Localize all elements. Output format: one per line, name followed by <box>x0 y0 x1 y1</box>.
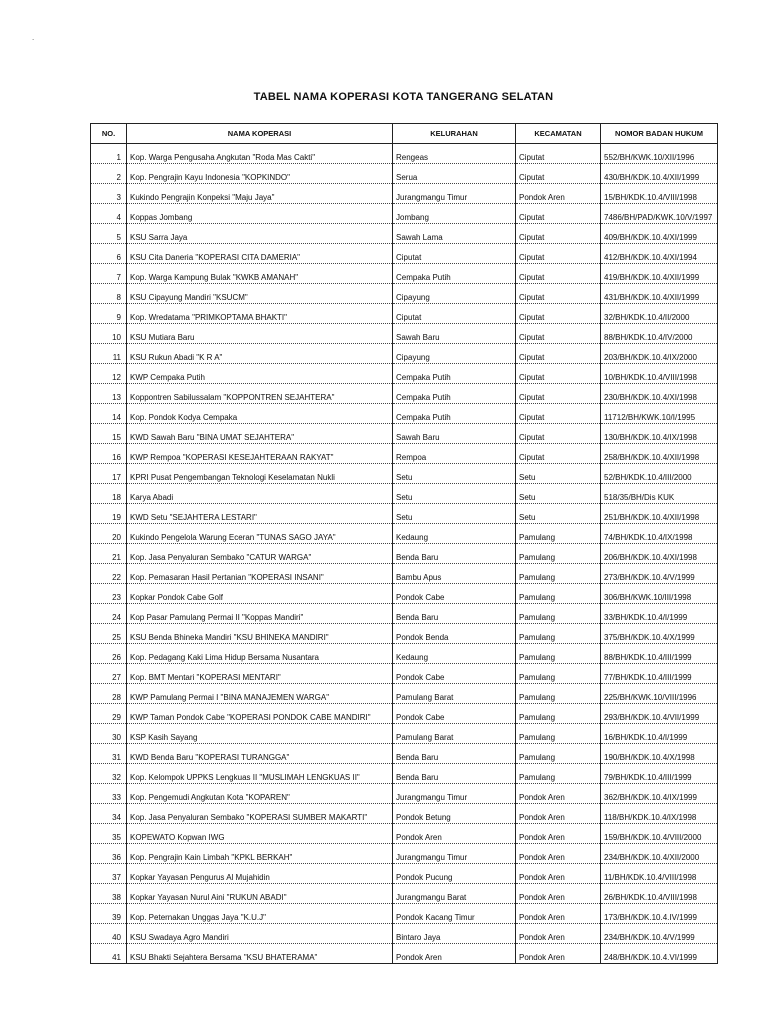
cell-kecamatan: Ciputat <box>516 144 601 164</box>
cell-nama-koperasi: Kukindo Pengrajin Konpeksi "Maju Jaya" <box>127 184 393 204</box>
cell-kelurahan: Pondok Cabe <box>393 704 516 724</box>
cell-no: 6 <box>91 244 127 264</box>
cell-no: 5 <box>91 224 127 244</box>
cell-kelurahan: Pondok Pucung <box>393 864 516 884</box>
cell-nomor-badan-hukum: 118/BH/KDK.10.4/IX/1998 <box>601 804 718 824</box>
cell-nomor-badan-hukum: 234/BH/KDK.10.4/V/1999 <box>601 924 718 944</box>
table-row <box>91 184 718 204</box>
cell-nama-koperasi: Kop. Pengemudi Angkutan Kota "KOPAREN" <box>127 784 393 804</box>
cell-nomor-badan-hukum: 11/BH/KDK.10.4/VIII/1998 <box>601 864 718 884</box>
cell-kelurahan: Sawah Baru <box>393 424 516 444</box>
cell-nomor-badan-hukum: 190/BH/KDK.10.4/X/1998 <box>601 744 718 764</box>
table-row <box>91 384 718 404</box>
table-row <box>91 724 718 744</box>
cell-no: 15 <box>91 424 127 444</box>
cell-nama-koperasi: KSU Cita Daneria "KOPERASI CITA DAMERIA" <box>127 244 393 264</box>
cell-kecamatan: Pamulang <box>516 744 601 764</box>
cell-kecamatan: Ciputat <box>516 444 601 464</box>
cell-kecamatan: Pondok Aren <box>516 824 601 844</box>
cell-nomor-badan-hukum: 273/BH/KDK.10.4/V/1999 <box>601 564 718 584</box>
cell-no: 41 <box>91 944 127 964</box>
table-row <box>91 644 718 664</box>
cell-kecamatan: Pamulang <box>516 764 601 784</box>
cell-no: 40 <box>91 924 127 944</box>
table-row <box>91 524 718 544</box>
cell-nama-koperasi: KSU Mutiara Baru <box>127 324 393 344</box>
cell-nama-koperasi: KSU Bhakti Sejahtera Bersama "KSU BHATERAMA" <box>127 944 393 964</box>
cell-nama-koperasi: KWD Setu "SEJAHTERA LESTARI" <box>127 504 393 524</box>
cell-kelurahan: Benda Baru <box>393 544 516 564</box>
cell-nomor-badan-hukum: 362/BH/KDK.10.4/IX/1999 <box>601 784 718 804</box>
table-row <box>91 784 718 804</box>
cell-kelurahan: Pondok Kacang Timur <box>393 904 516 924</box>
cell-kelurahan: Setu <box>393 464 516 484</box>
cell-nomor-badan-hukum: 11712/BH/KWK.10/I/1995 <box>601 404 718 424</box>
cell-kecamatan: Pondok Aren <box>516 904 601 924</box>
table-row <box>91 684 718 704</box>
cell-nomor-badan-hukum: 88/BH/KDK.10.4/III/1999 <box>601 644 718 664</box>
cell-kelurahan: Rempoa <box>393 444 516 464</box>
cell-kecamatan: Pondok Aren <box>516 784 601 804</box>
cell-kecamatan: Pondok Aren <box>516 184 601 204</box>
cell-kecamatan: Setu <box>516 484 601 504</box>
cell-no: 27 <box>91 664 127 684</box>
cell-kelurahan: Ciputat <box>393 244 516 264</box>
cell-nomor-badan-hukum: 74/BH/KDK.10.4/IX/1998 <box>601 524 718 544</box>
cell-nomor-badan-hukum: 130/BH/KDK.10.4/IX/1998 <box>601 424 718 444</box>
koperasi-table <box>90 123 718 964</box>
cell-kelurahan: Jombang <box>393 204 516 224</box>
cell-nomor-badan-hukum: 79/BH/KDK.10.4/III/1999 <box>601 764 718 784</box>
table-row <box>91 464 718 484</box>
cell-kelurahan: Cempaka Putih <box>393 264 516 284</box>
cell-kecamatan: Pondok Aren <box>516 804 601 824</box>
cell-kecamatan: Pondok Aren <box>516 884 601 904</box>
page-title: TABEL NAMA KOPERASI KOTA TANGERANG SELATAN <box>253 91 554 103</box>
cell-nomor-badan-hukum: 16/BH/KDK.10.4/I/1999 <box>601 724 718 744</box>
cell-no: 34 <box>91 804 127 824</box>
cell-nomor-badan-hukum: 293/BH/KDK.10.4/VII/1999 <box>601 704 718 724</box>
cell-kecamatan: Ciputat <box>516 204 601 224</box>
cell-kelurahan: Setu <box>393 484 516 504</box>
table-row <box>91 504 718 524</box>
table-row <box>91 304 718 324</box>
cell-nama-koperasi: Kopkar Yayasan Nurul Aini "RUKUN ABADI" <box>127 884 393 904</box>
table-row <box>91 804 718 824</box>
cell-kecamatan: Pamulang <box>516 524 601 544</box>
table-row <box>91 864 718 884</box>
table-row <box>91 584 718 604</box>
header-no: NO. <box>91 124 127 144</box>
cell-kecamatan: Pamulang <box>516 704 601 724</box>
cell-kecamatan: Pamulang <box>516 564 601 584</box>
cell-kecamatan: Ciputat <box>516 344 601 364</box>
corner-mark: . <box>32 33 35 42</box>
cell-no: 7 <box>91 264 127 284</box>
table-row <box>91 704 718 724</box>
cell-nama-koperasi: KSP Kasih Sayang <box>127 724 393 744</box>
cell-kelurahan: Jurangmangu Timur <box>393 844 516 864</box>
cell-nama-koperasi: Kukindo Pengelola Warung Eceran "TUNAS SAGO JAYA" <box>127 524 393 544</box>
cell-nomor-badan-hukum: 251/BH/KDK.10.4/XII/1998 <box>601 504 718 524</box>
cell-nama-koperasi: Kop. Pedagang Kaki Lima Hidup Bersama Nusantara <box>127 644 393 664</box>
cell-nama-koperasi: KWD Sawah Baru "BINA UMAT SEJAHTERA" <box>127 424 393 444</box>
cell-kecamatan: Ciputat <box>516 164 601 184</box>
cell-nama-koperasi: Kop. Pondok Kodya Cempaka <box>127 404 393 424</box>
cell-nomor-badan-hukum: 419/BH/KDK.10.4/XII/1999 <box>601 264 718 284</box>
cell-kecamatan: Ciputat <box>516 264 601 284</box>
cell-nomor-badan-hukum: 33/BH/KDK.10.4/I/1999 <box>601 604 718 624</box>
cell-no: 21 <box>91 544 127 564</box>
cell-nomor-badan-hukum: 159/BH/KDK.10.4/VIII/2000 <box>601 824 718 844</box>
cell-kecamatan: Pamulang <box>516 604 601 624</box>
cell-no: 35 <box>91 824 127 844</box>
cell-kelurahan: Benda Baru <box>393 764 516 784</box>
cell-no: 29 <box>91 704 127 724</box>
header-kelurahan: KELURAHAN <box>393 124 516 144</box>
cell-nama-koperasi: KWP Pamulang Permai I "BINA MANAJEMEN WARGA" <box>127 684 393 704</box>
cell-kecamatan: Ciputat <box>516 244 601 264</box>
cell-nama-koperasi: KWP Rempoa "KOPERASI KESEJAHTERAAN RAKYAT" <box>127 444 393 464</box>
table-row <box>91 404 718 424</box>
cell-kelurahan: Cipayung <box>393 344 516 364</box>
table-body <box>91 144 718 964</box>
table-row <box>91 884 718 904</box>
cell-kelurahan: Benda Baru <box>393 744 516 764</box>
cell-no: 19 <box>91 504 127 524</box>
cell-nomor-badan-hukum: 430/BH/KDK.10.4/XII/1999 <box>601 164 718 184</box>
cell-kecamatan: Setu <box>516 464 601 484</box>
cell-nama-koperasi: KSU Swadaya Agro Mandiri <box>127 924 393 944</box>
cell-no: 1 <box>91 144 127 164</box>
cell-nama-koperasi: Kop. BMT Mentari "KOPERASI MENTARI" <box>127 664 393 684</box>
cell-no: 25 <box>91 624 127 644</box>
cell-no: 9 <box>91 304 127 324</box>
cell-nama-koperasi: Kopkar Yayasan Pengurus Al Mujahidin <box>127 864 393 884</box>
cell-nomor-badan-hukum: 10/BH/KDK.10.4/VIII/1998 <box>601 364 718 384</box>
cell-nama-koperasi: KSU Rukun Abadi "K R A" <box>127 344 393 364</box>
cell-kecamatan: Pondok Aren <box>516 944 601 964</box>
table-row <box>91 204 718 224</box>
cell-nomor-badan-hukum: 203/BH/KDK.10.4/IX/2000 <box>601 344 718 364</box>
cell-nama-koperasi: Karya Abadi <box>127 484 393 504</box>
cell-kecamatan: Pondok Aren <box>516 864 601 884</box>
cell-no: 18 <box>91 484 127 504</box>
cell-nama-koperasi: KOPEWATO Kopwan IWG <box>127 824 393 844</box>
cell-kelurahan: Pamulang Barat <box>393 724 516 744</box>
cell-no: 8 <box>91 284 127 304</box>
cell-kecamatan: Ciputat <box>516 364 601 384</box>
cell-kelurahan: Benda Baru <box>393 604 516 624</box>
cell-no: 38 <box>91 884 127 904</box>
cell-no: 22 <box>91 564 127 584</box>
cell-no: 20 <box>91 524 127 544</box>
table-row <box>91 324 718 344</box>
cell-nomor-badan-hukum: 15/BH/KDK.10.4/VIII/1998 <box>601 184 718 204</box>
cell-kelurahan: Pondok Cabe <box>393 664 516 684</box>
cell-no: 2 <box>91 164 127 184</box>
cell-no: 4 <box>91 204 127 224</box>
table-row <box>91 284 718 304</box>
cell-no: 37 <box>91 864 127 884</box>
cell-kelurahan: Ciputat <box>393 304 516 324</box>
cell-kelurahan: Sawah Lama <box>393 224 516 244</box>
cell-kecamatan: Pondok Aren <box>516 844 601 864</box>
table-row <box>91 564 718 584</box>
table-row <box>91 604 718 624</box>
cell-kecamatan: Ciputat <box>516 224 601 244</box>
cell-no: 36 <box>91 844 127 864</box>
cell-nama-koperasi: Kop. Warga Kampung Bulak "KWKB AMANAH" <box>127 264 393 284</box>
table-row <box>91 344 718 364</box>
cell-no: 17 <box>91 464 127 484</box>
cell-nama-koperasi: KSU Benda Bhineka Mandiri "KSU BHINEKA MANDIRI" <box>127 624 393 644</box>
table-row <box>91 824 718 844</box>
table-row <box>91 224 718 244</box>
cell-kelurahan: Kedaung <box>393 644 516 664</box>
cell-nomor-badan-hukum: 26/BH/KDK.10.4/VIII/1998 <box>601 884 718 904</box>
cell-kelurahan: Pondok Benda <box>393 624 516 644</box>
cell-nomor-badan-hukum: 52/BH/KDK.10.4/III/2000 <box>601 464 718 484</box>
cell-kelurahan: Pondok Aren <box>393 824 516 844</box>
cell-nama-koperasi: Koppontren Sabilussalam "KOPPONTREN SEJAHTERA" <box>127 384 393 404</box>
cell-nama-koperasi: Kop. Peternakan Unggas Jaya "K.U.J" <box>127 904 393 924</box>
cell-no: 30 <box>91 724 127 744</box>
cell-kecamatan: Ciputat <box>516 324 601 344</box>
cell-kecamatan: Pamulang <box>516 584 601 604</box>
cell-kecamatan: Ciputat <box>516 284 601 304</box>
cell-nama-koperasi: KSU Cipayung Mandiri "KSUCM" <box>127 284 393 304</box>
header-nomor-badan-hukum: NOMOR BADAN HUKUM <box>601 124 718 144</box>
cell-nomor-badan-hukum: 431/BH/KDK.10.4/XII/1999 <box>601 284 718 304</box>
cell-no: 11 <box>91 344 127 364</box>
cell-nomor-badan-hukum: 173/BH/KDK.10.4.IV/1999 <box>601 904 718 924</box>
cell-nomor-badan-hukum: 32/BH/KDK.10.4/II/2000 <box>601 304 718 324</box>
cell-nama-koperasi: Kop. Pengrajin Kayu Indonesia "KOPKINDO" <box>127 164 393 184</box>
cell-kecamatan: Ciputat <box>516 384 601 404</box>
table-row <box>91 944 718 964</box>
table-row <box>91 484 718 504</box>
cell-kecamatan: Pamulang <box>516 544 601 564</box>
cell-nomor-badan-hukum: 409/BH/KDK.10.4/XI/1999 <box>601 224 718 244</box>
cell-no: 10 <box>91 324 127 344</box>
cell-nomor-badan-hukum: 88/BH/KDK.10.4/IV/2000 <box>601 324 718 344</box>
table-row <box>91 624 718 644</box>
cell-kelurahan: Setu <box>393 504 516 524</box>
table-row <box>91 364 718 384</box>
cell-nomor-badan-hukum: 248/BH/KDK.10.4.VI/1999 <box>601 944 718 964</box>
cell-no: 12 <box>91 364 127 384</box>
table-row <box>91 664 718 684</box>
cell-nomor-badan-hukum: 375/BH/KDK.10.4/X/1999 <box>601 624 718 644</box>
cell-kelurahan: Bambu Apus <box>393 564 516 584</box>
cell-kelurahan: Rengeas <box>393 144 516 164</box>
cell-nomor-badan-hukum: 7486/BH/PAD/KWK.10/V/1997 <box>601 204 718 224</box>
table-row <box>91 164 718 184</box>
cell-kelurahan: Sawah Baru <box>393 324 516 344</box>
cell-nama-koperasi: Kop. Warga Pengusaha Angkutan "Roda Mas Cakti" <box>127 144 393 164</box>
cell-kelurahan: Jurangmangu Timur <box>393 784 516 804</box>
cell-nama-koperasi: Kop Pasar Pamulang Permai II "Koppas Mandiri" <box>127 604 393 624</box>
cell-nomor-badan-hukum: 412/BH/KDK.10.4/XI/1994 <box>601 244 718 264</box>
cell-no: 14 <box>91 404 127 424</box>
cell-kecamatan: Setu <box>516 504 601 524</box>
cell-no: 28 <box>91 684 127 704</box>
cell-kelurahan: Jurangmangu Timur <box>393 184 516 204</box>
table-row <box>91 744 718 764</box>
cell-no: 39 <box>91 904 127 924</box>
cell-kecamatan: Pamulang <box>516 644 601 664</box>
cell-nama-koperasi: Kop. Pengrajin Kain Limbah "KPKL BERKAH" <box>127 844 393 864</box>
cell-kecamatan: Pamulang <box>516 624 601 644</box>
cell-kelurahan: Bintaro Jaya <box>393 924 516 944</box>
cell-nama-koperasi: Kopkar Pondok Cabe Golf <box>127 584 393 604</box>
cell-no: 3 <box>91 184 127 204</box>
cell-kelurahan: Kedaung <box>393 524 516 544</box>
table-row <box>91 444 718 464</box>
table-row <box>91 544 718 564</box>
cell-nama-koperasi: KPRI Pusat Pengembangan Teknologi Keselamatan Nukli <box>127 464 393 484</box>
cell-kecamatan: Pondok Aren <box>516 924 601 944</box>
cell-no: 32 <box>91 764 127 784</box>
cell-nomor-badan-hukum: 206/BH/KDK.10.4/XI/1998 <box>601 544 718 564</box>
cell-no: 24 <box>91 604 127 624</box>
cell-nama-koperasi: KWP Cempaka Putih <box>127 364 393 384</box>
cell-nomor-badan-hukum: 306/BH/KWK.10/III/1998 <box>601 584 718 604</box>
cell-nama-koperasi: KSU Sarra Jaya <box>127 224 393 244</box>
cell-nomor-badan-hukum: 234/BH/KDK.10.4/XII/2000 <box>601 844 718 864</box>
cell-nomor-badan-hukum: 552/BH/KWK.10/XII/1996 <box>601 144 718 164</box>
cell-kecamatan: Pamulang <box>516 724 601 744</box>
cell-nama-koperasi: Kop. Jasa Penyaluran Sembako "CATUR WARGA" <box>127 544 393 564</box>
cell-no: 23 <box>91 584 127 604</box>
cell-nama-koperasi: KWD Benda Baru "KOPERASI TURANGGA" <box>127 744 393 764</box>
cell-kelurahan: Pondok Cabe <box>393 584 516 604</box>
header-nama-koperasi: NAMA KOPERASI <box>127 124 393 144</box>
cell-no: 33 <box>91 784 127 804</box>
table-row <box>91 764 718 784</box>
cell-no: 16 <box>91 444 127 464</box>
table-row <box>91 264 718 284</box>
cell-kelurahan: Cempaka Putih <box>393 364 516 384</box>
cell-kecamatan: Ciputat <box>516 404 601 424</box>
cell-nomor-badan-hukum: 77/BH/KDK.10.4/III/1999 <box>601 664 718 684</box>
cell-nama-koperasi: Kop. Wredatama "PRIMKOPTAMA BHAKTI" <box>127 304 393 324</box>
cell-kelurahan: Cipayung <box>393 284 516 304</box>
cell-nomor-badan-hukum: 518/35/BH/Dis KUK <box>601 484 718 504</box>
cell-kelurahan: Cempaka Putih <box>393 384 516 404</box>
cell-kelurahan: Pondok Aren <box>393 944 516 964</box>
cell-no: 13 <box>91 384 127 404</box>
cell-kelurahan: Pamulang Barat <box>393 684 516 704</box>
table-header-row <box>91 124 718 144</box>
table-row <box>91 244 718 264</box>
cell-nama-koperasi: Kop. Pemasaran Hasil Pertanian "KOPERASI INSANI" <box>127 564 393 584</box>
cell-no: 26 <box>91 644 127 664</box>
cell-kelurahan: Cempaka Putih <box>393 404 516 424</box>
table-row <box>91 144 718 164</box>
table-row <box>91 424 718 444</box>
cell-nama-koperasi: Kop. Jasa Penyaluran Sembako "KOPERASI SUMBER MAKARTI" <box>127 804 393 824</box>
table-row <box>91 924 718 944</box>
table-row <box>91 844 718 864</box>
cell-kecamatan: Pamulang <box>516 664 601 684</box>
header-kecamatan: KECAMATAN <box>516 124 601 144</box>
cell-kecamatan: Ciputat <box>516 424 601 444</box>
cell-kelurahan: Pondok Betung <box>393 804 516 824</box>
cell-kelurahan: Jurangmangu Barat <box>393 884 516 904</box>
cell-nama-koperasi: Kop. Kelompok UPPKS Lengkuas II "MUSLIMAH LENGKUAS II" <box>127 764 393 784</box>
table-row <box>91 904 718 924</box>
cell-nomor-badan-hukum: 230/BH/KDK.10.4/XI/1998 <box>601 384 718 404</box>
cell-no: 31 <box>91 744 127 764</box>
cell-kelurahan: Serua <box>393 164 516 184</box>
cell-nama-koperasi: KWP Taman Pondok Cabe "KOPERASI PONDOK CABE MANDIRI" <box>127 704 393 724</box>
cell-nomor-badan-hukum: 225/BH/KWK.10/VIII/1996 <box>601 684 718 704</box>
cell-kecamatan: Pamulang <box>516 684 601 704</box>
cell-kecamatan: Ciputat <box>516 304 601 324</box>
cell-nomor-badan-hukum: 258/BH/KDK.10.4/XII/1998 <box>601 444 718 464</box>
cell-nama-koperasi: Koppas Jombang <box>127 204 393 224</box>
